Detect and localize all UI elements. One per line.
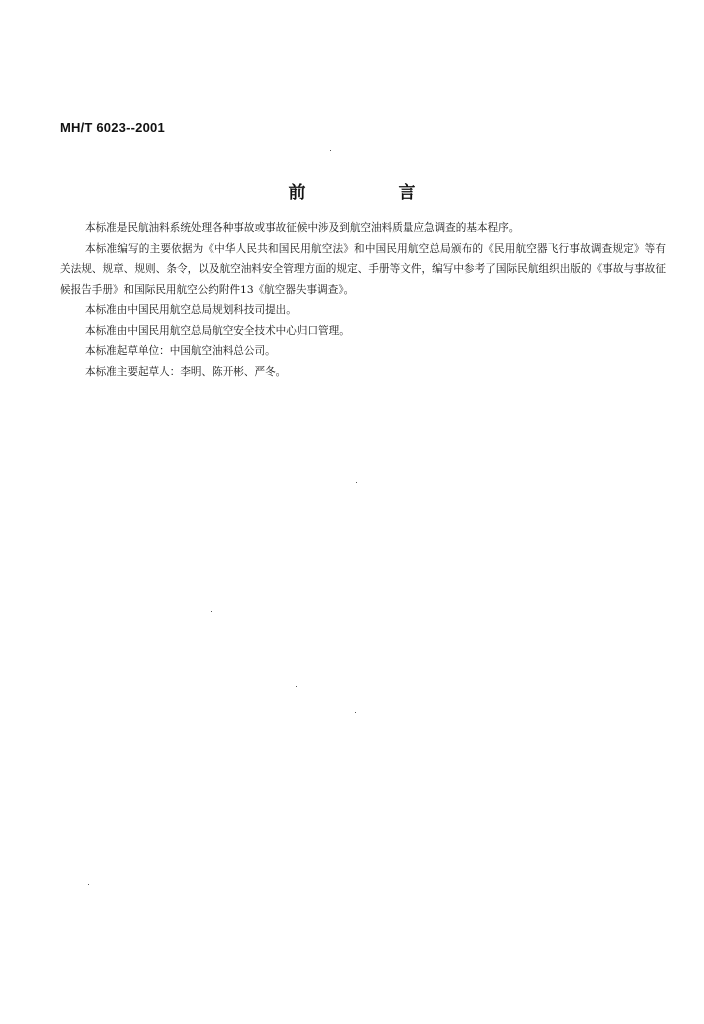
scan-speck (211, 611, 212, 612)
preface-body (60, 218, 666, 382)
scan-speck (330, 150, 331, 151)
paragraph-drafting-unit: 本标准起草单位：中国航空油料总公司。 (85, 345, 276, 357)
scan-speck (355, 712, 356, 713)
scan-speck (88, 884, 89, 885)
paragraph-drafters: 本标准主要起草人：李明、陈开彬、严冬。 (85, 365, 287, 378)
scan-speck (356, 482, 357, 483)
paragraph-management: 本标准由中国民用航空总局航空安全技术中心归口管理。 (85, 324, 350, 337)
document-code: MH/T 6023--2001 (60, 120, 165, 135)
page-title: 前 言 (288, 183, 454, 203)
paragraph-scope: 本标准是民航油料系统处理各种事故或事故征候中涉及到航空油料质量应急调查的基本程序。 (85, 222, 520, 234)
paragraph-proposer: 本标准由中国民用航空总局规划科技司提出。 (85, 304, 297, 316)
paragraph-basis: 本标准编写的主要依据为《中华人民共和国民用航空法》和中国民用航空总局颁布的《民用航空器飞行事故调查规定》等有关法规、规章、规则、条令，以及航空油料安全管理方面的规定、手册等文件，编写中参考了国际民航组织出版的《事故与事故征候报告手册》和国际民用航空公约附件13《航空器失事调查》。 (60, 242, 666, 296)
scan-speck (296, 686, 297, 687)
